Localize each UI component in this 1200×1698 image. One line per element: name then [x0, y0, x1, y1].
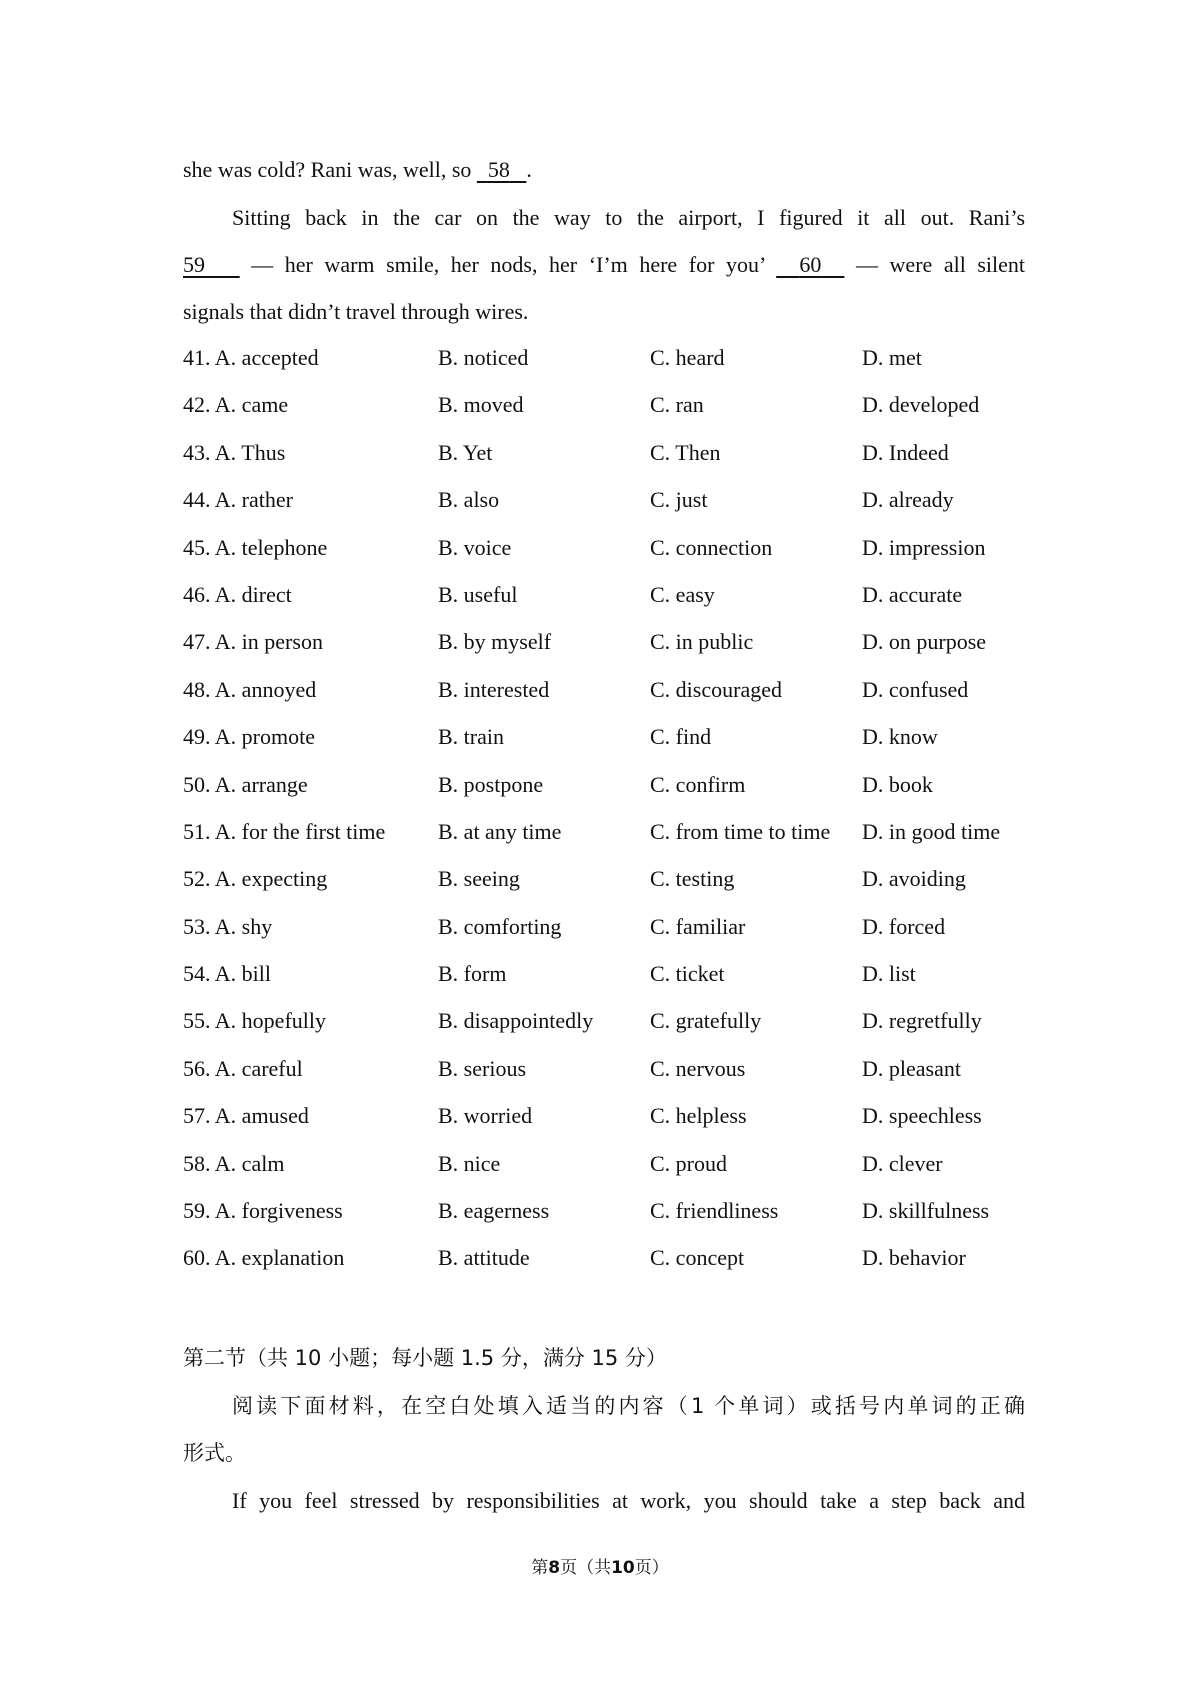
option-b: B. nice: [438, 1150, 501, 1176]
option-c: C. concept: [650, 1245, 745, 1271]
section2-passage-line1: If you feel stressed by responsibilities at work, you should take a step back and: [232, 1488, 1025, 1513]
question-number: 46.: [183, 581, 211, 607]
option-c: C. nervous: [650, 1055, 746, 1081]
option-b: B. noticed: [438, 345, 529, 370]
option-a: 56. A. careful: [183, 1055, 303, 1081]
option-c: C. Then: [650, 439, 721, 465]
question-number: 56.: [183, 1055, 211, 1081]
option-d: D. speechless: [862, 1103, 982, 1129]
option-a: 46. A. direct: [183, 581, 292, 607]
option-a: 49. A. promote: [183, 724, 315, 750]
question-number: 55.: [183, 1008, 211, 1034]
option-c: C. ticket: [650, 961, 725, 987]
option-d: D. behavior: [862, 1245, 966, 1271]
option-b: B. worried: [438, 1103, 533, 1129]
option-b: B. useful: [438, 581, 518, 607]
option-c: C. ran: [650, 392, 704, 418]
option-d: D. accurate: [862, 581, 963, 607]
question-number: 60.: [183, 1245, 211, 1271]
option-c: C. proud: [650, 1150, 727, 1176]
question-number: 53.: [183, 913, 211, 939]
blank-58: 58: [487, 157, 510, 182]
option-a: 48. A. annoyed: [183, 676, 317, 702]
option-a: 55. A. hopefully: [183, 1008, 326, 1034]
option-b: B. also: [438, 487, 500, 513]
option-d: D. met: [862, 345, 922, 370]
option-d: D. book: [862, 771, 933, 797]
option-c: C. discouraged: [650, 676, 782, 702]
option-b: B. at any time: [438, 818, 562, 844]
option-d: D. confused: [862, 676, 969, 702]
question-number: 44.: [183, 487, 211, 513]
option-b: B. by myself: [438, 629, 552, 655]
section2-instruction-line1: 阅读下面材料，在空白处填入适当的内容（1 个单词）或括号内单词的正确: [232, 1394, 1025, 1418]
option-a: 52. A. expecting: [183, 866, 328, 892]
question-number: 43.: [183, 439, 211, 465]
option-c: C. helpless: [650, 1103, 747, 1129]
option-b: B. eagerness: [438, 1198, 550, 1224]
option-c: C. familiar: [650, 913, 746, 939]
option-d: D. regretfully: [862, 1008, 982, 1034]
option-b: B. comforting: [438, 913, 562, 939]
passage-line-1: she was cold? Rani was, well, so 58 .: [183, 157, 532, 182]
question-number: 52.: [183, 866, 211, 892]
option-a: 50. A. arrange: [183, 771, 308, 797]
question-number: 49.: [183, 724, 211, 750]
page-number: 8: [548, 1558, 561, 1578]
question-number: 59.: [183, 1198, 211, 1224]
option-d: D. on purpose: [862, 629, 987, 655]
option-a: 54. A. bill: [183, 961, 272, 987]
question-number: 58.: [183, 1150, 211, 1176]
option-d: D. Indeed: [862, 439, 949, 465]
page-total: 10: [611, 1558, 635, 1578]
section2-heading: 第二节（共 10 小题；每小题 1.5 分，满分 15 分）: [183, 1346, 667, 1370]
passage-line-4: signals that didn’t travel through wires.: [183, 299, 529, 324]
option-c: C. just: [650, 487, 708, 513]
option-c: C. from time to time: [650, 818, 831, 844]
question-number: 57.: [183, 1103, 211, 1129]
option-a: 45. A. telephone: [183, 534, 328, 560]
blank-60: 60: [799, 252, 822, 277]
question-number: 45.: [183, 534, 211, 560]
option-d: D. know: [862, 724, 938, 750]
passage-line-3: 59 — her warm smile, her nods, her ‘I’m here for you’ 60 — were all silent: [183, 252, 1026, 277]
option-a: 58. A. calm: [183, 1150, 285, 1176]
question-number: 54.: [183, 961, 211, 987]
question-number: 51.: [183, 818, 211, 844]
option-a: 41. A. accepted: [183, 345, 319, 370]
option-d: D. developed: [862, 392, 980, 418]
option-b: B. postpone: [438, 771, 544, 797]
option-a: 57. A. amused: [183, 1103, 309, 1129]
option-d: D. pleasant: [862, 1055, 961, 1081]
option-d: D. list: [862, 961, 916, 987]
option-c: C. easy: [650, 581, 715, 607]
option-d: D. forced: [862, 913, 946, 939]
option-d: D. clever: [862, 1150, 943, 1176]
option-b: B. seeing: [438, 866, 520, 892]
option-b: B. train: [438, 724, 504, 750]
passage-line-2: Sitting back in the car on the way to the airport, I figured it all out. Rani’s: [232, 205, 1025, 230]
question-number: 42.: [183, 392, 211, 418]
option-a: 60. A. explanation: [183, 1245, 345, 1271]
option-a: 43. A. Thus: [183, 439, 286, 465]
question-number: 47.: [183, 629, 211, 655]
option-d: D. skillfulness: [862, 1198, 990, 1224]
option-b: B. Yet: [438, 439, 493, 465]
option-a: 59. A. forgiveness: [183, 1198, 343, 1224]
option-b: B. form: [438, 961, 507, 987]
option-a: 47. A. in person: [183, 629, 323, 655]
option-a: 44. A. rather: [183, 487, 293, 513]
option-c: C. find: [650, 724, 712, 750]
option-b: B. disappointedly: [438, 1008, 594, 1034]
question-number: 41.: [183, 345, 211, 370]
option-a: 53. A. shy: [183, 913, 273, 939]
option-a: 51. A. for the first time: [183, 818, 386, 844]
option-d: D. avoiding: [862, 866, 966, 892]
option-a: 42. A. came: [183, 392, 289, 418]
section2-instruction-line2: 形式。: [183, 1441, 246, 1465]
page-footer: 第8页（共10页）: [531, 1558, 669, 1578]
option-c: C. friendliness: [650, 1198, 779, 1224]
option-c: C. heard: [650, 345, 725, 370]
option-c: C. testing: [650, 866, 735, 892]
option-b: B. moved: [438, 392, 524, 418]
option-c: C. gratefully: [650, 1008, 762, 1034]
option-d: D. impression: [862, 534, 986, 560]
option-c: C. confirm: [650, 771, 746, 797]
option-d: D. already: [862, 487, 954, 513]
blank-59: 59: [183, 252, 205, 277]
option-c: C. connection: [650, 534, 773, 560]
option-b: B. voice: [438, 534, 512, 560]
question-number: 48.: [183, 676, 211, 702]
option-b: B. serious: [438, 1055, 526, 1081]
question-number: 50.: [183, 771, 211, 797]
option-b: B. attitude: [438, 1245, 530, 1271]
option-d: D. in good time: [862, 818, 1001, 844]
option-b: B. interested: [438, 676, 550, 702]
option-c: C. in public: [650, 629, 754, 655]
